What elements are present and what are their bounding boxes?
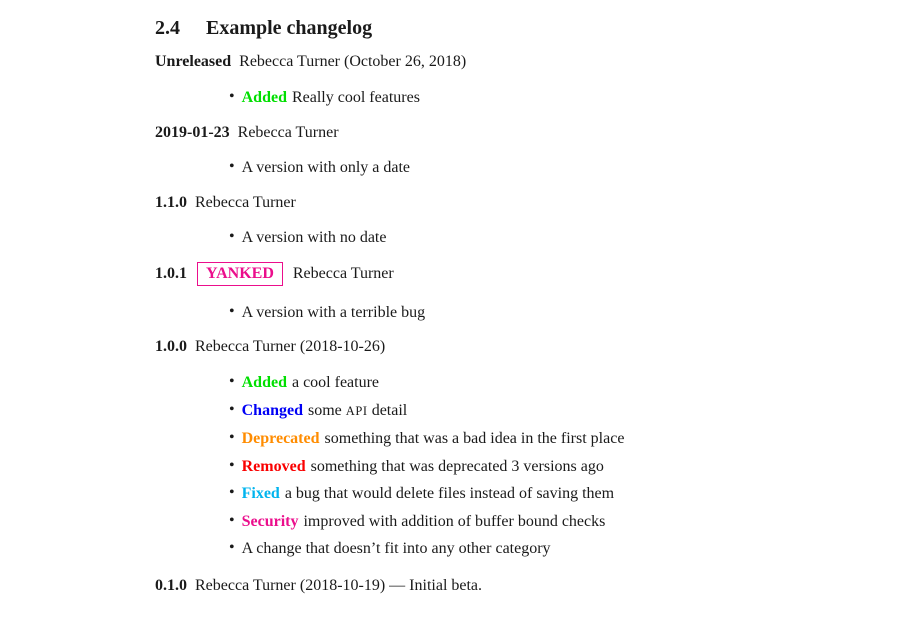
bullet-icon: • (229, 158, 235, 175)
item-text: a cool feature (291, 374, 380, 391)
version-label: 1.0.1 (155, 265, 187, 282)
version-label: Unreleased (155, 53, 232, 70)
entry-unreleased-header (155, 52, 900, 71)
changelog-item (155, 303, 900, 322)
keyword-security: Security (241, 512, 299, 530)
item-text: some (307, 401, 342, 419)
entry-1-0-0-header (155, 337, 900, 356)
section-title-text: Example changelog (206, 17, 373, 39)
version-label: 0.1.0 (155, 577, 187, 594)
item-text: something that was a bad idea in the first place (324, 430, 625, 447)
bullet-icon: • (229, 373, 235, 390)
item-text: something that was deprecated 3 versions ago (310, 457, 604, 475)
changelog-item (155, 429, 900, 448)
changelog-item (155, 539, 900, 558)
changelog-document (0, 17, 900, 621)
item-text: Really cool features (291, 89, 420, 106)
author-text: Rebecca Turner (292, 265, 394, 282)
entry-0-1-0-header (155, 576, 900, 595)
keyword-deprecated: Deprecated (241, 430, 320, 447)
item-text: A version with only a date (241, 159, 411, 176)
bullet-icon: • (229, 228, 235, 245)
keyword-changed: Changed (241, 401, 303, 419)
author-text: Rebecca Turner (2018-10-26) (195, 338, 386, 355)
author-text: Rebecca Turner (2018-10-19) — Initial beta. (195, 577, 483, 594)
changelog-item (155, 373, 900, 392)
item-text: improved with addition of buffer bound checks (303, 512, 606, 530)
smallcaps-api: API (345, 403, 368, 418)
entry-1-0-1-header (155, 262, 900, 286)
item-text: A change that doesn’t fit into any other category (241, 540, 551, 557)
bullet-icon: • (229, 303, 235, 320)
version-label: 2019-01-23 (155, 124, 230, 141)
item-text: a bug that would delete files instead of saving them (284, 485, 615, 502)
bullet-icon: • (229, 511, 235, 529)
item-text: A version with a terrible bug (241, 304, 426, 321)
author-text: Rebecca Turner (195, 194, 296, 211)
author-text: Rebecca Turner (October 26, 2018) (239, 53, 467, 70)
version-label: 1.0.0 (155, 338, 187, 355)
author-text: Rebecca Turner (237, 124, 339, 141)
bullet-icon: • (229, 456, 235, 474)
item-text: A version with no date (241, 229, 387, 246)
bullet-icon: • (229, 429, 235, 446)
changelog-item (155, 401, 900, 421)
changelog-item (155, 512, 900, 531)
keyword-removed: Removed (241, 457, 306, 475)
bullet-icon: • (229, 539, 235, 556)
item-text: detail (371, 401, 408, 419)
yanked-badge: YANKED (197, 262, 283, 286)
keyword-fixed: Fixed (241, 485, 280, 502)
changelog-item (155, 457, 900, 476)
section-number: 2.4 (155, 17, 180, 39)
changelog-item (155, 228, 900, 247)
entry-2019-01-23-header (155, 123, 900, 142)
changelog-item (155, 484, 900, 503)
bullet-icon: • (229, 400, 235, 418)
version-label: 1.1.0 (155, 194, 187, 211)
changelog-item (155, 88, 900, 107)
bullet-icon: • (229, 484, 235, 501)
changelog-item (155, 158, 900, 177)
keyword-added: Added (241, 374, 287, 391)
entry-1-1-0-header (155, 193, 900, 212)
keyword-added: Added (241, 89, 287, 106)
section-heading (155, 17, 900, 39)
bullet-icon: • (229, 88, 235, 105)
